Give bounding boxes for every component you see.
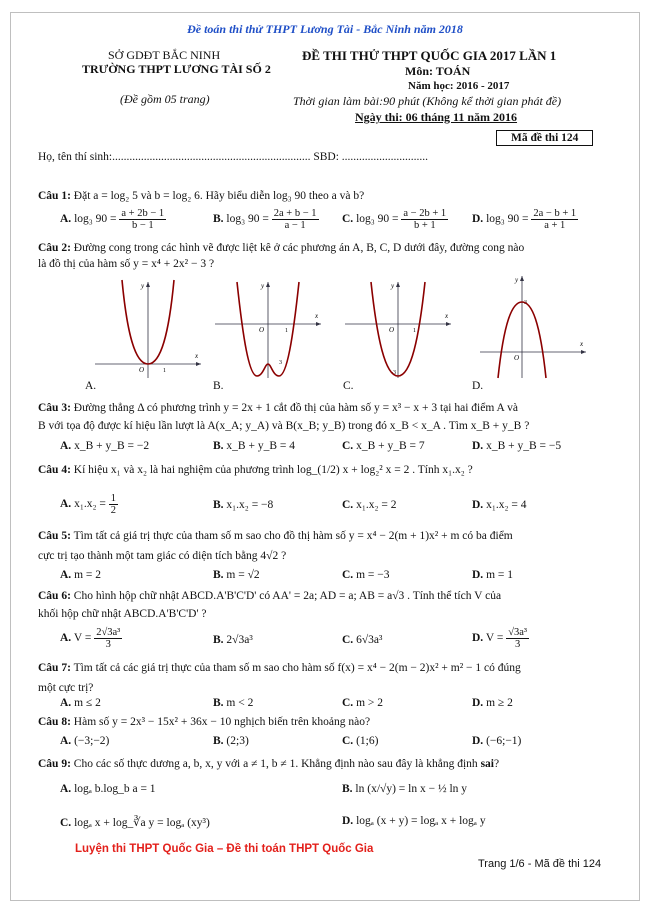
q7-option-c[interactable]: C. m > 2 [342, 697, 383, 709]
q1-option-a[interactable]: A. log₃ 90 = $\frac{a + 2b - 1}{b - 1}$ [60, 208, 165, 232]
q7-option-a[interactable]: A. m ≤ 2 [60, 697, 101, 709]
q5-option-c[interactable]: C. m = −3 [342, 569, 390, 581]
q6-option-a[interactable]: A. V = $\frac{\text{2√3a³}}{3}$ [60, 627, 121, 651]
top-banner: Đề toán thi thử THPT Lương Tài - Bắc Ninh năm 2018 [187, 22, 463, 36]
question-7-line-2: một cực trị? [38, 682, 94, 694]
q6-option-d[interactable]: D. V = $\frac{\text{√3a³}}{3}$ [472, 627, 528, 651]
graph-option-b [215, 278, 325, 380]
question-9: Câu 9: Cho các số thực dương a, b, x, y với a ≠ 1, b ≠ 1. Khẳng định nào sau đây là khẳng định sai? [38, 758, 500, 770]
question-5-line-2: cực trị tạo thành một tam giác có diện tích bằng 4√2 ? [38, 550, 287, 562]
question-label: Câu 1: [38, 190, 71, 202]
q6-option-b[interactable]: B. 2√3a³ [213, 634, 253, 646]
question-7: Câu 7: Tìm tất cả các giá trị thực của tham số m sao cho hàm số f(x) = x⁴ − 2(m − 2)x² + m² − 1 có đúng [38, 662, 521, 674]
q8-option-a[interactable]: A. (−3;−2) [60, 735, 110, 747]
q5-option-d[interactable]: D. m = 1 [472, 569, 513, 581]
svg-text:1: 1 [413, 328, 416, 334]
graph-label-d: D. [472, 380, 484, 392]
svg-text:y: y [141, 282, 145, 290]
svg-text:3: 3 [279, 360, 282, 366]
q3-option-a[interactable]: A. x_B + y_B = −2 [60, 440, 150, 452]
q3-option-c[interactable]: C. x_B + y_B = 7 [342, 440, 425, 452]
question-3-line-2: B với tọa độ được kí hiệu lần lượt là A(x_A; y_A) và B(x_B; y_B) trong đó x_B < x_A . Tìm x_B + y_B ? [38, 420, 530, 432]
q9-option-a[interactable]: A. logₐ b.log_b a = 1 [60, 783, 156, 795]
q9-option-c[interactable]: C. logₐ x + log_∛a y = logₐ (xy³) [60, 817, 210, 829]
q1-option-c[interactable]: C. log₃ 90 = $\frac{a - 2b + 1}{b + 1}$ [342, 208, 447, 232]
svg-text:y: y [515, 276, 519, 284]
exam-subject: Môn: TOÁN [405, 64, 471, 78]
department-name: SỞ GDĐT BẮC NINH [108, 48, 221, 62]
question-4: Câu 4: Kí hiệu x₁ và x₂ là hai nghiệm của phương trình log_(1/2) x + log₂² x = 2 . Tính x₁.x₂ ? [38, 464, 473, 476]
graph-option-c [345, 278, 455, 380]
question-2: Câu 2: Đường cong trong các hình vẽ được liệt kê ở các phương án A, B, C, D dưới đây, đường cong nào [38, 242, 525, 254]
q5-option-b[interactable]: B. m = √2 [213, 569, 260, 581]
question-6: Câu 6: Cho hình hộp chữ nhật ABCD.A'B'C'D' có AA' = 2a; AD = a; AB = a√3 . Tính thể tích V của [38, 590, 502, 602]
question-8: Câu 8: Hàm số y = 2x³ − 15x² + 36x − 10 nghịch biến trên khoảng nào? [38, 716, 371, 728]
svg-text:O: O [139, 366, 145, 374]
school-name: TRƯỜNG THPT LƯƠNG TÀI SỐ 2 [82, 62, 271, 76]
exam-date: Ngày thi: 06 tháng 11 năm 2016 [355, 110, 518, 124]
graph-label-b: B. [213, 380, 224, 392]
q4-option-c[interactable]: C. x₁.x₂ = 2 [342, 499, 397, 511]
q3-option-d[interactable]: D. x_B + y_B = −5 [472, 440, 562, 452]
svg-text:3: 3 [524, 300, 527, 306]
q3-option-b[interactable]: B. x_B + y_B = 4 [213, 440, 295, 452]
graph-option-d [480, 272, 590, 380]
svg-text:y: y [391, 282, 395, 290]
q9-option-b[interactable]: B. ln (x/√y) = ln x − ½ ln y [342, 783, 468, 795]
exam-code-box: Mã đề thi 124 [496, 130, 593, 146]
svg-text:x: x [445, 312, 449, 320]
svg-text:x: x [195, 352, 199, 360]
footer-promo-link[interactable]: Luyện thi THPT Quốc Gia – Đề thi toán THPT Quốc Gia [75, 843, 374, 855]
graph-label-a: A. [85, 380, 97, 392]
question-2-line-2: là đồ thị của hàm số y = x⁴ + 2x² − 3 ? [38, 258, 215, 270]
q1-option-d[interactable]: D. log₃ 90 = $\frac{2a - b + 1}{a + 1}$ [472, 208, 577, 232]
page-number: Trang 1/6 - Mã đề thi 124 [478, 858, 602, 870]
svg-text:O: O [259, 326, 265, 334]
pages-note: (Đề gồm 05 trang) [120, 92, 210, 106]
question-1 [38, 189, 364, 205]
exam-title: ĐỀ THI THỬ THPT QUỐC GIA 2017 LẦN 1 [302, 48, 557, 63]
q5-option-a[interactable]: A. m = 2 [60, 569, 101, 581]
exam-duration: Thời gian làm bài:90 phút (Không kể thời gian phát đề) [293, 94, 562, 108]
svg-text:O: O [389, 326, 395, 334]
q4-option-d[interactable]: D. x₁.x₂ = 4 [472, 499, 527, 511]
school-year: Năm học: 2016 - 2017 [408, 80, 510, 92]
svg-text:x: x [315, 312, 319, 320]
svg-text:O: O [514, 354, 520, 362]
question-3: Câu 3: Đường thẳng Δ có phương trình y = 2x + 1 cắt đồ thị của hàm số y = x³ − x + 3 tại hai điểm A và [38, 402, 518, 414]
question-6-line-2: khối hộp chữ nhật ABCD.A'B'C'D' ? [38, 608, 207, 620]
q9-option-d[interactable]: D. logₐ (x + y) = logₐ x + logₐ y [342, 815, 486, 827]
q1-option-b[interactable]: B. log₃ 90 = $\frac{2a + b - 1}{a - 1}$ [213, 208, 317, 232]
q4-option-a[interactable]: A. x₁.x₂ = $\frac{1}{2}$ [60, 493, 116, 517]
q8-option-c[interactable]: C. (1;6) [342, 735, 379, 747]
graph-label-c: C. [343, 380, 354, 392]
student-info-line: Họ, tên thí sinh:..................................................................... SBD: .............................. [38, 151, 429, 163]
q4-option-b[interactable]: B. x₁.x₂ = −8 [213, 499, 274, 511]
q8-option-d[interactable]: D. (−6;−1) [472, 735, 522, 747]
q6-option-c[interactable]: C. 6√3a³ [342, 634, 383, 646]
svg-text:x: x [580, 340, 584, 348]
question-5: Câu 5: Tìm tất cả giá trị thực của tham số m sao cho đồ thị hàm số y = x⁴ − 2(m + 1)x² + m có ba điểm [38, 530, 513, 542]
svg-text:y: y [261, 282, 265, 290]
svg-text:1: 1 [285, 328, 288, 334]
q7-option-b[interactable]: B. m < 2 [213, 697, 254, 709]
graph-option-a [95, 278, 205, 380]
question-text: Đặt a = log₂ 5 và b = log₂ 6. Hãy biểu diễn log₃ 90 theo a và b? [73, 190, 365, 202]
q7-option-d[interactable]: D. m ≥ 2 [472, 697, 513, 709]
q8-option-b[interactable]: B. (2;3) [213, 735, 249, 747]
svg-text:-3: -3 [391, 370, 396, 376]
svg-text:1: 1 [163, 368, 166, 374]
